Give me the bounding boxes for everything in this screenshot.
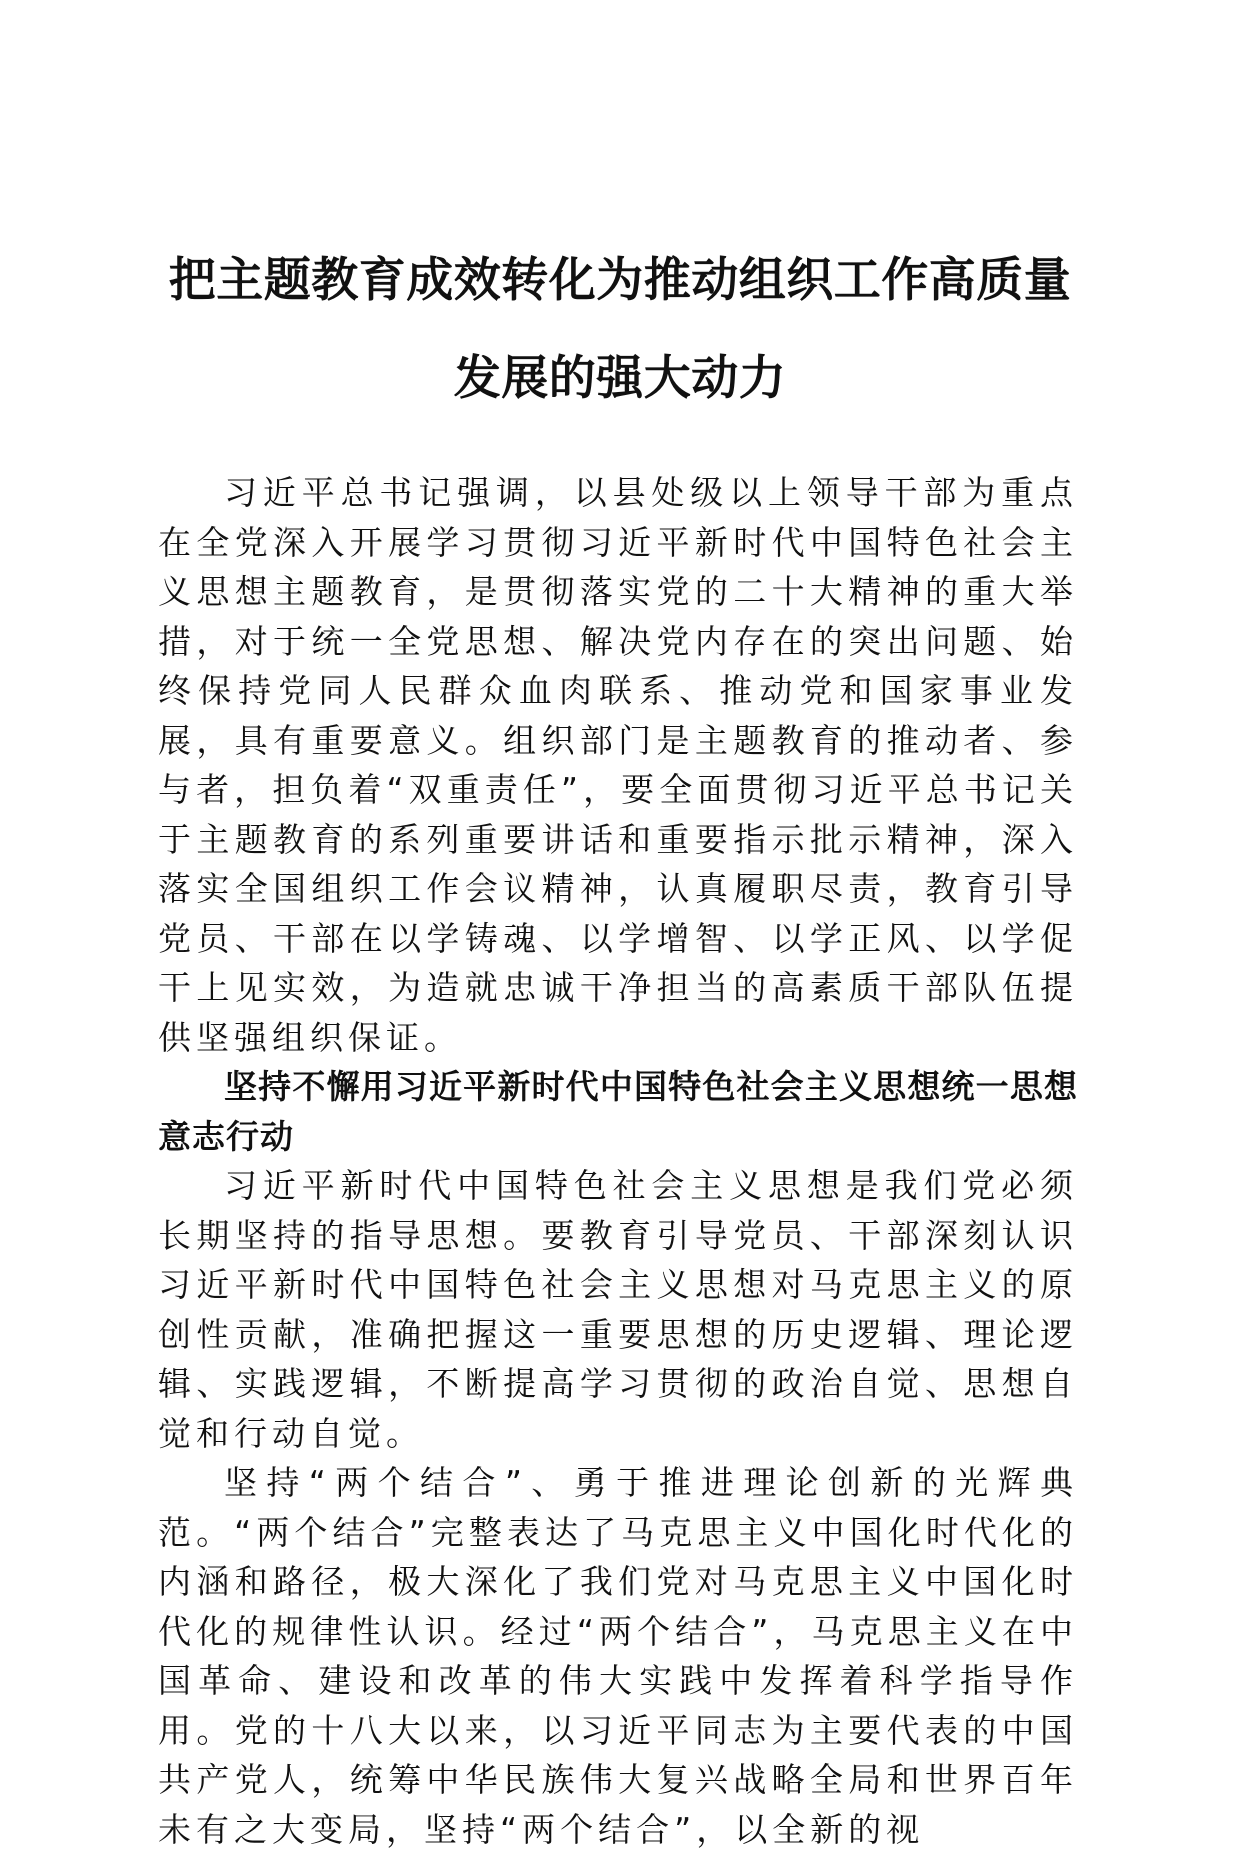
document-title: 把主题教育成效转化为推动组织工作高质量发展的强大动力 xyxy=(168,253,1072,406)
paragraph-two-combinations: 坚持“两个结合”、勇于推进理论创新的光辉典范。“两个结合”完整表达了马克思主义中国化时代化的内涵和路径，极大深化了我们党对马克思主义中国化时代化的规律性认识。经过“两个结合”，马克思主义在中国革命、建设和改革的伟大实践中发挥着科学指导作用。党的十八大以来，以习近平同志为主要代表的中国共产党人，统筹中华民族伟大复兴战略全局和世界百年未有之大变局，坚持“两个结合”，以全新的视 xyxy=(158,1463,1078,1849)
section-heading: 坚持不懈用习近平新时代中国特色社会主义思想统一思想意志行动 xyxy=(158,1067,1078,1156)
document-body xyxy=(158,468,1078,1854)
paragraph-guiding-thought: 习近平新时代中国特色社会主义思想是我们党必须长期坚持的指导思想。要教育引导党员、干部深刻认识习近平新时代中国特色社会主义思想对马克思主义的原创性贡献，准确把握这一重要思想的历史逻辑、理论逻辑、实践逻辑，不断提高学习贯彻的政治自觉、思想自觉和行动自觉。 xyxy=(158,1166,1078,1453)
paragraph-intro: 习近平总书记强调，以县处级以上领导干部为重点在全党深入开展学习贯彻习近平新时代中国特色社会主义思想主题教育，是贯彻落实党的二十大精神的重大举措，对于统一全党思想、解决党内存在的突出问题、始终保持党同人民群众血肉联系、推动党和国家事业发展，具有重要意义。组织部门是主题教育的推动者、参与者，担负着“双重责任”，要全面贯彻习近平总书记关于主题教育的系列重要讲话和重要指示批示精神，深入落实全国组织工作会议精神，认真履职尽责，教育引导党员、干部在以学铸魂、以学增智、以学正风、以学促干上见实效，为造就忠诚干净担当的高素质干部队伍提供坚强组织保证。 xyxy=(158,473,1078,1057)
